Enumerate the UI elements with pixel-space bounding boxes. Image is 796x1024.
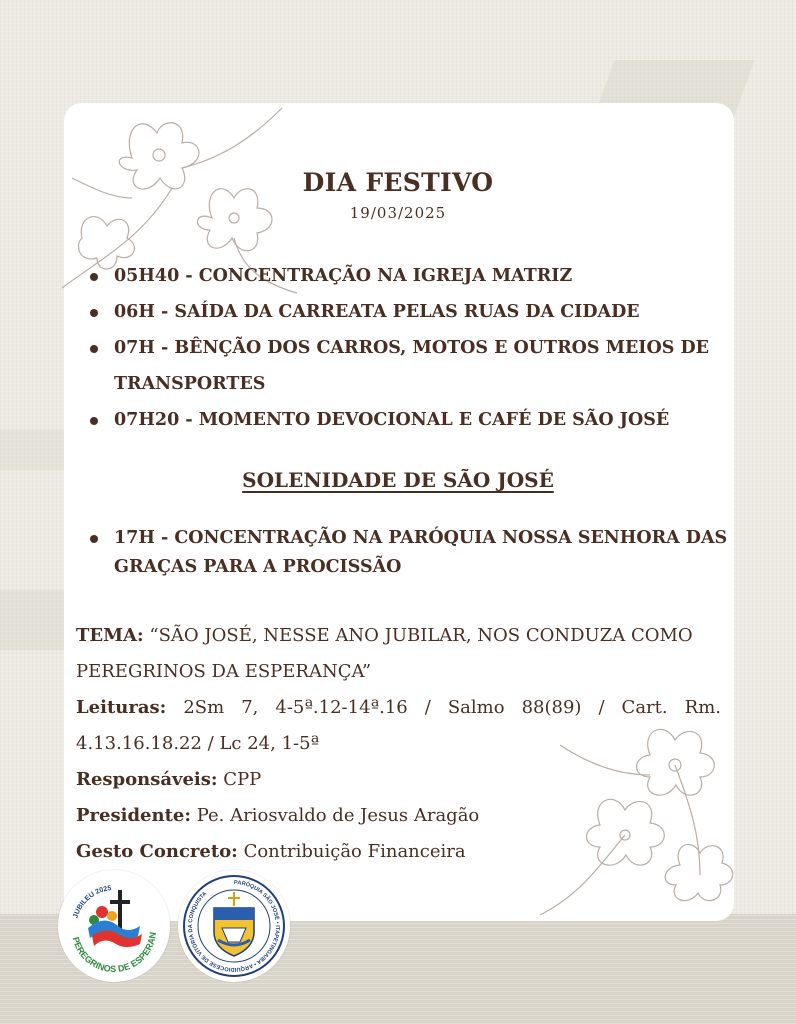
schedule-item: 17H - CONCENTRAÇÃO NA PARÓQUIA NOSSA SENHORA DAS GRAÇAS PARA A PROCISSÃO [88, 524, 728, 582]
parish-seal-icon [178, 870, 290, 982]
responsaveis-label: Responsáveis: [76, 769, 218, 790]
jubileu-top-text: JUBILEU 2025 [72, 885, 112, 920]
tema-line [76, 618, 721, 690]
schedule-item: 05H40 - CONCENTRAÇÃO NA IGREJA MATRIZ [88, 258, 728, 294]
parish-ring-text: PARÓQUIA SÃO JOSÉ • ITAPETINGA/BA • ARQUIDIOCESE DE VITÓRIA DA CONQUISTA [187, 879, 280, 973]
gesto-label: Gesto Concreto: [76, 841, 238, 862]
solemnity-title: SOLENIDADE DE SÃO JOSÉ [242, 468, 554, 492]
presidente-line [76, 798, 721, 834]
jubileu-logo-icon [58, 870, 170, 982]
morning-schedule-list [88, 258, 728, 438]
gesto-value: Contribuição Financeira [243, 841, 466, 862]
jubileu-bottom-text: PEREGRINOS DE ESPERAN [70, 931, 159, 975]
leituras-label: Leituras: [76, 697, 167, 718]
background-shape-left [0, 590, 70, 650]
responsaveis-value: CPP [223, 769, 262, 790]
page-title: DIA FESTIVO [302, 168, 494, 197]
jubileu-logo [58, 870, 170, 982]
leituras-line [76, 690, 721, 762]
background-shape-left-top [0, 430, 70, 470]
solemnity-schedule-list [88, 524, 728, 582]
schedule-item: 07H - BÊNÇÃO DOS CARROS, MOTOS E OUTROS MEIOS DE TRANSPORTES [88, 330, 728, 402]
tema-value: “SÃO JOSÉ, NESSE ANO JUBILAR, NOS CONDUZA COMO PEREGRINOS DA ESPERANÇA” [76, 625, 693, 682]
event-date: 19/03/2025 [349, 204, 447, 222]
schedule-item: 07H20 - MOMENTO DEVOCIONAL E CAFÉ DE SÃO JOSÉ [88, 402, 728, 438]
responsaveis-line [76, 762, 721, 798]
tema-label: TEMA: [76, 625, 144, 646]
presidente-label: Presidente: [76, 805, 191, 826]
presidente-value: Pe. Ariosvaldo de Jesus Aragão [196, 805, 480, 826]
leituras-value: 2Sm 7, 4-5ª.12-14ª.16 / Salmo 88(89) / Cart. Rm. 4.13.16.18.22 / Lc 24, 1-5ª [76, 697, 721, 754]
parish-logo [178, 870, 290, 982]
schedule-item: 06H - SAÍDA DA CARREATA PELAS RUAS DA CIDADE [88, 294, 728, 330]
gesto-line [76, 834, 721, 870]
